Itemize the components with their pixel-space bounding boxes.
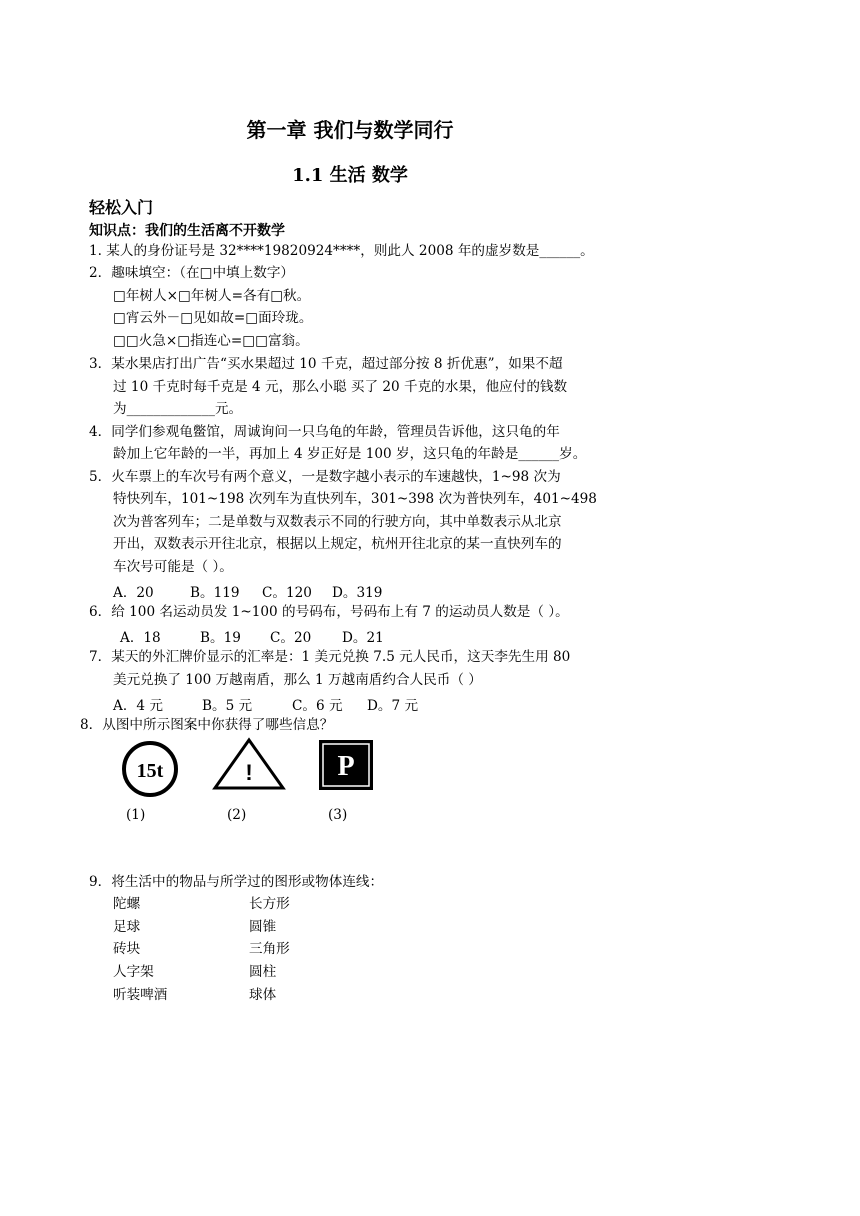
section-title: 1.1 生活 数学	[292, 165, 408, 186]
exclamation-icon: !	[245, 760, 253, 785]
knowledge-point: 知识点：我们的生活离不开数学	[89, 223, 285, 239]
question-5-line: 开出，双数表示开往北京，根据以上规定，杭州开往北京的某一直快列车的	[113, 536, 562, 552]
option-d: D。319	[332, 585, 383, 601]
question-5-line: 车次号可能是（ ）。	[113, 559, 233, 575]
shape-rectangle: 长方形	[249, 896, 290, 912]
option-a: A．18	[120, 630, 161, 646]
parking-letter: P	[337, 751, 355, 782]
item-a-frame: 人字架	[113, 964, 154, 980]
question-6: 6．给 100 名运动员发 1~100 的号码布，号码布上有 7 的运动员人数是（ ）。	[89, 604, 569, 620]
chapter-title: 第一章 我们与数学同行	[246, 118, 454, 142]
question-2-line: □年树人×□年树人=各有□秋。	[113, 288, 311, 304]
question-4-line: 龄加上它年龄的一半，再加上 4 岁正好是 100 岁，这只龟的年龄是______岁。	[113, 446, 587, 462]
question-2-line: □□火急×□指连心=□□富翁。	[113, 333, 309, 349]
sign-caption-3: (3)	[328, 807, 348, 823]
item-spinning-top: 陀螺	[113, 896, 141, 912]
option-c: C。20	[270, 630, 312, 646]
option-b: B。5 元	[202, 698, 253, 714]
weight-limit-label: 15t	[136, 760, 164, 782]
item-football: 足球	[113, 919, 141, 935]
shape-cylinder: 圆柱	[249, 964, 277, 980]
option-a: A．4 元	[113, 698, 163, 714]
option-a: A．20	[113, 585, 154, 601]
sign-caption-1: (1)	[126, 807, 146, 823]
question-1: 1. 某人的身份证号是 32****19820924****，则此人 2008 年的虚岁数是______。	[89, 243, 594, 259]
warning-sign	[212, 736, 286, 792]
question-2: 2．趣味填空：（在□中填上数字）	[89, 265, 295, 281]
question-5-line: 次为普客列车；二是单数与双数表示不同的行驶方向，其中单数表示从北京	[113, 514, 562, 530]
shape-sphere: 球体	[249, 987, 277, 1003]
question-3: 3．某水果店打出广告“买水果超过 10 千克，超过部分按 8 折优惠”，如果不超	[89, 356, 563, 372]
option-d: D。7 元	[367, 698, 419, 714]
question-7-line: 美元兑换了 100 万越南盾，那么 1 万越南盾约合人民币（ ）	[113, 672, 482, 688]
question-9: 9．将生活中的物品与所学过的图形或物体连线：	[89, 874, 384, 890]
question-5: 5．火车票上的车次号有两个意义，一是数字越小表示的车速越快，1~98 次为	[89, 469, 561, 485]
option-c: C。6 元	[292, 698, 343, 714]
parking-sign	[318, 739, 374, 791]
question-3-line: 为_____________元。	[113, 401, 243, 417]
question-5-line: 特快列车，101~198 次列车为直快列车，301~398 次为普快列车，401~498	[113, 491, 597, 507]
part-heading: 轻松入门	[89, 198, 154, 217]
question-4: 4．同学们参观龟鳖馆，周诚询问一只乌龟的年龄，管理员告诉他，这只龟的年	[89, 424, 560, 440]
question-7: 7．某天的外汇牌价显示的汇率是：1 美元兑换 7.5 元人民币，这天李先生用 80	[89, 649, 571, 665]
shape-cone: 圆锥	[249, 919, 277, 935]
option-b: B。19	[200, 630, 241, 646]
question-8: 8．从图中所示图案中你获得了哪些信息？	[80, 717, 334, 733]
sign-caption-2: (2)	[227, 807, 247, 823]
question-3-line: 过 10 千克时每千克是 4 元，那么小聪 买了 20 千克的水果，他应付的钱数	[113, 379, 568, 395]
option-d: D。21	[342, 630, 384, 646]
question-2-line: □宵云外－□见如故=□面玲珑。	[113, 310, 313, 326]
shape-triangle: 三角形	[249, 941, 290, 957]
weight-limit-sign	[120, 739, 180, 799]
item-brick: 砖块	[113, 941, 141, 957]
option-c: C。120	[262, 585, 312, 601]
option-b: B。119	[190, 585, 240, 601]
item-canned-beer: 听装啤酒	[113, 987, 168, 1003]
